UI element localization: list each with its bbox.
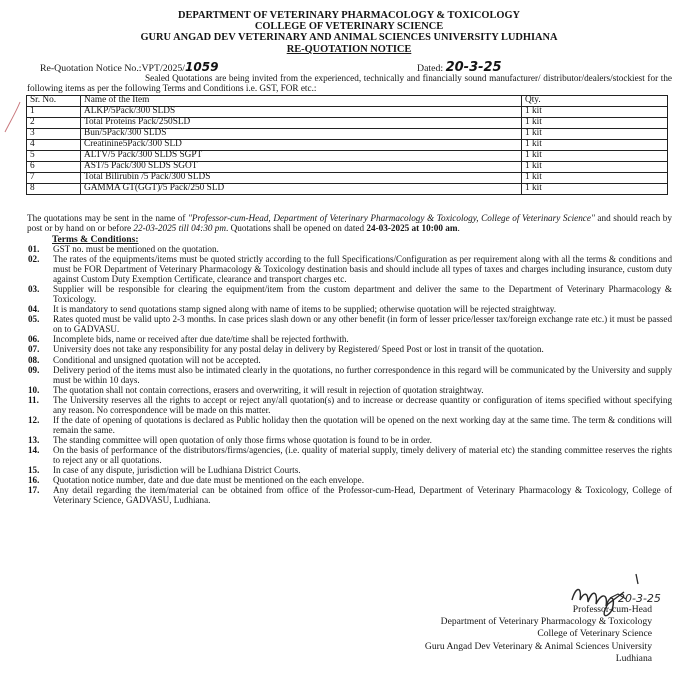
sr-no-cell: 4 <box>27 140 81 151</box>
term-text: Any detail regarding the item/material can be obtained from office of the Professor-cum-Head, Department of Veterinary Pharmacology & Toxicology, College of Veterinary Science, GADVASU, Ludhiana. <box>53 485 672 506</box>
date-label: Dated: <box>417 63 444 74</box>
university-heading: GURU ANGAD DEV VETERINARY AND ANIMAL SCIENCES UNIVERSITY LUDHIANA <box>140 32 558 43</box>
term-number: 06. <box>28 334 40 345</box>
notice-title: RE-QUOTATION NOTICE <box>286 44 412 55</box>
term-number: 17. <box>28 485 40 496</box>
term-text: On the basis of performance of the distributors/firms/agencies, (i.e. quality of material supply, timely delivery of material etc) the standing committee reserves the rights to reject any or all quotations. <box>53 444 672 465</box>
term-item <box>28 445 672 465</box>
terms-heading: Terms & Conditions: <box>52 234 139 245</box>
term-number: 12. <box>28 414 40 425</box>
term-number: 05. <box>28 314 40 325</box>
term-text: If the date of opening of quotations is declared as Public holiday then the quotation will be opened on the next working day at the same time. The term & conditions will remain the same. <box>53 414 672 435</box>
qty-cell: 1 kit <box>522 162 668 173</box>
column-header-sr-no: Sr. No. <box>27 96 81 107</box>
term-number: 04. <box>28 304 40 315</box>
qty-cell: 1 kit <box>522 151 668 162</box>
deadline-text: 22-03-2025 till 04:30 pm <box>133 223 227 234</box>
term-number: 15. <box>28 465 40 476</box>
qty-cell: 1 kit <box>522 118 668 129</box>
signatory-college: College of Veterinary Science <box>537 628 652 640</box>
term-number: 16. <box>28 475 40 486</box>
signatory-block <box>425 604 652 665</box>
term-number: 08. <box>28 354 40 365</box>
signatory-department: Department of Veterinary Pharmacology & Toxicology <box>440 616 652 628</box>
term-item <box>28 284 672 304</box>
term-item <box>28 334 672 344</box>
item-name-cell: GAMMA GT(GGT)/5 Pack/250 SLD <box>81 184 522 195</box>
table-row <box>27 107 668 118</box>
sr-no-cell: 3 <box>27 129 81 140</box>
term-number: 09. <box>28 364 40 375</box>
term-text: The University reserves all the rights to accept or reject any/all quotation(s) and to increase or decrease quantity or configuration of items specified without specifying any reason. No correspondence will be made on this matter. <box>53 394 672 415</box>
term-text: Quotation notice number, date and due date must be mentioned on the each envelope. <box>53 475 364 486</box>
qty-cell: 1 kit <box>522 107 668 118</box>
term-text: GST no. must be mentioned on the quotation. <box>53 244 219 254</box>
signatory-city: Ludhiana <box>615 652 652 664</box>
item-name-cell: ALTV/5 Pack/300 SLDS SGPT <box>81 151 522 162</box>
table-row <box>27 118 668 129</box>
term-number: 01. <box>28 244 40 254</box>
term-text: University does not take any responsibility for any postal delay in delivery by Registered/ Speed Post or lost in transit of the quotation. <box>53 344 544 355</box>
qty-cell: 1 kit <box>522 140 668 151</box>
term-number: 07. <box>28 344 40 355</box>
term-number: 13. <box>28 434 40 445</box>
term-item <box>28 244 672 254</box>
table-row <box>27 162 668 173</box>
column-header-qty: Qty. <box>522 96 668 107</box>
term-text: Supplier will be responsible for clearing the equipment/item from the custom department and deliver the same to the Department of Veterinary Pharmacology & Toxicology. <box>53 284 672 305</box>
term-item <box>28 365 672 385</box>
sr-no-cell: 2 <box>27 118 81 129</box>
term-item <box>28 435 672 445</box>
sr-no-cell: 1 <box>27 107 81 118</box>
item-name-cell: Total Bilirubin /5 Pack/300 SLDS <box>81 173 522 184</box>
term-text: It is mandatory to send quotations stamp signed along with name of items to be supplied; otherwise quotation will be rejected straightway. <box>53 304 557 315</box>
signatory-university: Guru Angad Dev Veterinary & Animal Sciences University <box>424 640 652 652</box>
submission-paragraph: The quotations may be sent in the name of "Professor-cum-Head, Department of Veterinary Pharmacology & Toxicology, College of Veterinary Science" and should reach by post or by hand on or before 22-03-2025 till 04:30 pm. Quotations shall be opened on dated 24-03-2025 at 10:00 am. <box>27 213 672 234</box>
sr-no-cell: 6 <box>27 162 81 173</box>
college-heading: COLLEGE OF VETERINARY SCIENCE <box>254 21 444 32</box>
term-item <box>28 475 672 485</box>
qty-cell: 1 kit <box>522 173 668 184</box>
term-text: The quotation shall not contain corrections, erasers and overwriting, it will result in rejection of quotation straightway. <box>53 384 484 395</box>
signature-date: 20-3-25 <box>618 592 661 605</box>
table-row <box>27 140 668 151</box>
term-text: Incomplete bids, name or received after due date/time shall be rejected forthwith. <box>53 334 349 345</box>
table-row <box>27 184 668 195</box>
item-name-cell: Total Proteins Pack/250SLD <box>81 118 522 129</box>
term-text: The standing committee will open quotation of only those firms whose quotation is found to be in order. <box>53 434 432 445</box>
table-row <box>27 173 668 184</box>
sr-no-cell: 5 <box>27 151 81 162</box>
term-item <box>28 254 672 284</box>
term-text: Rates quoted must be valid upto 2-3 months. In case prices slash down or any other benefit (in form of lesser price/lesser tax/foreign exchange rate etc.) it must be passed on to GADVASU. <box>53 314 672 335</box>
term-number: 02. <box>28 254 40 265</box>
qty-cell: 1 kit <box>522 184 668 195</box>
term-number: 14. <box>28 444 40 455</box>
terms-list <box>28 244 672 505</box>
term-item <box>28 465 672 475</box>
addressee-text: "Professor-cum-Head, Department of Veterinary Pharmacology & Toxicology, College of Veterinary Science" <box>188 213 595 223</box>
term-number: 11. <box>28 394 39 405</box>
term-text: In case of any dispute, jurisdiction will be Ludhiana District Courts. <box>53 465 301 476</box>
notice-reference <box>40 60 218 74</box>
item-name-cell: Bun/5Pack/300 SLDS <box>81 129 522 140</box>
signatory-title: Professor-cum-Head <box>572 604 652 615</box>
qty-cell: 1 kit <box>522 129 668 140</box>
notice-number-handwritten: 1059 <box>185 60 219 74</box>
table-header-row <box>27 96 668 107</box>
item-name-cell: Creatinine5Pack/300 SLD <box>81 140 522 151</box>
term-item <box>28 415 672 435</box>
term-item <box>28 355 672 365</box>
items-table <box>26 95 668 195</box>
item-name-cell: AST/5 Pack/300 SLDS SGOT <box>81 162 522 173</box>
term-text: The rates of the equipments/items must be quoted strictly according to the full Specifications/Configuration as per requirement along with all the terms & conditions and must be FOR Department of Veterinary Pharmacology & Toxicology destination basis and should include all types of taxes and charges including insurance, custom duty against Custom Duty Exemption Certificate, clearance and transport charges etc. <box>53 254 672 285</box>
column-header-item-name: Name of the Item <box>81 96 522 107</box>
term-item <box>28 395 672 415</box>
item-name-cell: ALKP/5Pack/300 SLDS <box>81 107 522 118</box>
term-text: Delivery period of the items must also be intimated clearly in the quotations, no further correspondence in this regard will be communicated by the University and supply must be within 10 days. <box>53 364 672 385</box>
term-text: Conditional and unsigned quotation will not be accepted. <box>53 354 261 365</box>
term-item <box>28 485 672 505</box>
opening-time-text: 24-03-2025 at 10:00 am <box>366 223 458 234</box>
term-item <box>28 385 672 395</box>
department-heading: DEPARTMENT OF VETERINARY PHARMACOLOGY & TOXICOLOGY <box>177 10 521 21</box>
term-item <box>28 304 672 314</box>
table-row <box>27 129 668 140</box>
term-number: 03. <box>28 284 40 295</box>
sr-no-cell: 8 <box>27 184 81 195</box>
term-number: 10. <box>28 384 40 395</box>
term-item <box>28 314 672 334</box>
notice-number-label: Re-Quotation Notice No.:VPT/2025/ <box>40 63 186 74</box>
sr-no-cell: 7 <box>27 173 81 184</box>
table-row <box>27 151 668 162</box>
intro-paragraph: Sealed Quotations are being invited from the experienced, technically and financially sound manufacturer/ distributor/dealers/stockiest for the following items as per the following Terms and Conditions i.e. GST, FOR etc.: <box>27 73 672 94</box>
date-handwritten: 20-3-25 <box>445 60 502 75</box>
term-item <box>28 344 672 354</box>
